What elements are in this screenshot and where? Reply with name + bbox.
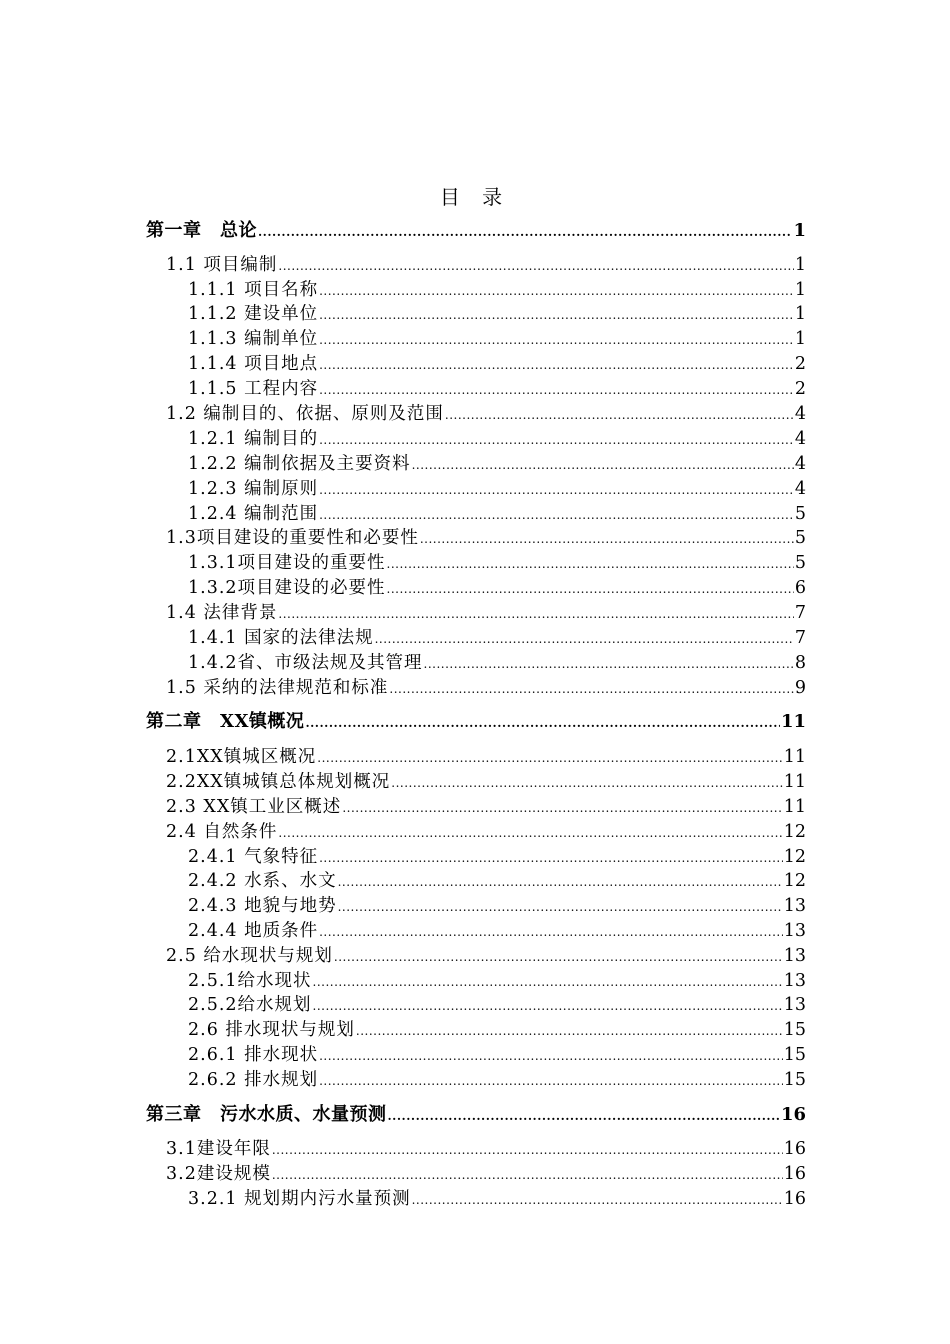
toc-page-number: 11 — [783, 747, 806, 767]
toc-leader-dots — [391, 771, 782, 795]
toc-page-number: 13 — [783, 896, 806, 916]
toc-leader-dots — [319, 1069, 783, 1093]
toc-leader-dots — [319, 378, 794, 402]
toc-entry-label: 1.2.3 编制原则 — [188, 479, 319, 499]
toc-page-number: 13 — [783, 995, 806, 1015]
toc-entry-label: 1.1.2 建设单位 — [188, 304, 319, 324]
toc-leader-dots — [387, 552, 794, 576]
toc-page-number: 15 — [783, 1020, 806, 1040]
toc-leader-dots — [272, 1163, 783, 1187]
toc-leader-dots — [313, 970, 783, 994]
toc-page-number: 13 — [783, 946, 806, 966]
toc-title: 目 录 — [439, 185, 511, 209]
toc-leader-dots — [278, 821, 782, 845]
toc-entry[interactable] — [166, 1162, 806, 1186]
toc-entry[interactable] — [188, 894, 806, 918]
toc-leader-dots — [334, 945, 783, 969]
toc-entry-label: 2.4.3 地貌与地势 — [188, 896, 337, 916]
toc-page-number: 7 — [794, 603, 806, 623]
toc-page-number: 2 — [794, 354, 806, 374]
toc-entry[interactable] — [166, 676, 806, 700]
toc-entry-label: 1.1.1 项目名称 — [188, 280, 319, 300]
toc-entry[interactable] — [188, 551, 806, 575]
toc-entry[interactable] — [188, 1187, 806, 1211]
toc-entry-label: 1.5 采纳的法律规范和标准 — [166, 678, 389, 698]
toc-page-number: 11 — [783, 772, 806, 792]
toc-entry[interactable] — [166, 820, 806, 844]
toc-entry-label: 2.4 自然条件 — [166, 822, 278, 842]
toc-entry[interactable] — [188, 502, 806, 526]
toc-entry[interactable] — [188, 477, 806, 501]
toc-page-number: 1 — [794, 255, 806, 275]
toc-entry-label: 第一章 总论 — [146, 220, 257, 241]
toc-leader-dots — [356, 1019, 783, 1043]
toc-entry-label: 1.1.5 工程内容 — [188, 379, 319, 399]
toc-leader-dots — [319, 920, 783, 944]
toc-entry[interactable] — [188, 845, 806, 869]
toc-entry[interactable] — [188, 1018, 806, 1042]
toc-leader-dots — [420, 527, 794, 551]
toc-entry-label: 第二章 XX镇概况 — [146, 711, 305, 732]
toc-entry-label: 第三章 污水水质、水量预测 — [146, 1104, 387, 1125]
toc-entry-label: 2.1XX镇城区概况 — [166, 747, 317, 767]
toc-entry-label: 1.3.2项目建设的必要性 — [188, 578, 386, 598]
toc-entry-label: 1.2.2 编制依据及主要资料 — [188, 454, 411, 474]
toc-entry[interactable] — [188, 993, 806, 1017]
toc-leader-dots — [319, 503, 794, 527]
toc-leader-dots — [319, 328, 794, 352]
toc-entry-label: 2.3 XX镇工业区概述 — [166, 797, 342, 817]
toc-entry-label: 1.1 项目编制 — [166, 255, 278, 275]
toc-leader-dots — [389, 677, 793, 701]
toc-entry-label: 1.1.3 编制单位 — [188, 329, 319, 349]
toc-leader-dots — [338, 895, 783, 919]
toc-entry[interactable] — [188, 919, 806, 943]
toc-entry-label: 2.5 给水现状与规划 — [166, 946, 333, 966]
toc-entry[interactable] — [166, 944, 806, 968]
toc-chapter-entry[interactable] — [146, 219, 806, 243]
toc-page-number: 11 — [780, 711, 806, 732]
toc-page-number: 12 — [783, 847, 806, 867]
toc-entry-label: 2.2XX镇城镇总体规划概况 — [166, 772, 391, 792]
toc-page-number: 11 — [783, 797, 806, 817]
toc-entry[interactable] — [188, 377, 806, 401]
toc-entry[interactable] — [188, 327, 806, 351]
toc-leader-dots — [278, 254, 793, 278]
toc-entry[interactable] — [188, 576, 806, 600]
toc-chapter-entry[interactable] — [146, 1103, 806, 1127]
toc-entry[interactable] — [188, 452, 806, 476]
toc-page-number: 16 — [783, 1139, 806, 1159]
toc-entry-label: 1.3项目建设的重要性和必要性 — [166, 528, 419, 548]
toc-entry-label: 1.1.4 项目地点 — [188, 354, 319, 374]
toc-leader-dots — [412, 453, 794, 477]
toc-entry-label: 2.6.1 排水现状 — [188, 1045, 319, 1065]
toc-leader-dots — [305, 711, 780, 735]
toc-leader-dots — [412, 1188, 783, 1212]
toc-leader-dots — [319, 279, 794, 303]
toc-entry-label: 1.3.1项目建设的重要性 — [188, 553, 386, 573]
toc-entry[interactable] — [166, 1137, 806, 1161]
toc-page-number: 4 — [794, 429, 806, 449]
toc-page-number: 1 — [794, 280, 806, 300]
toc-page-number: 4 — [794, 404, 806, 424]
toc-page-number: 16 — [780, 1104, 806, 1125]
toc-leader-dots — [424, 652, 794, 676]
toc-page-number: 1 — [794, 329, 806, 349]
toc-leader-dots — [258, 220, 792, 244]
toc-leader-dots — [445, 403, 794, 427]
toc-leader-dots — [342, 796, 782, 820]
toc-entry[interactable] — [188, 1043, 806, 1067]
toc-entry-label: 3.2建设规模 — [166, 1164, 271, 1184]
toc-leader-dots — [319, 1044, 783, 1068]
toc-entry-label: 2.4.1 气象特征 — [188, 847, 319, 867]
toc-page-number: 13 — [783, 971, 806, 991]
toc-page-number: 9 — [794, 678, 806, 698]
toc-entry[interactable] — [188, 869, 806, 893]
toc-entry[interactable] — [166, 770, 806, 794]
toc-leader-dots — [388, 1104, 780, 1128]
toc-page-number: 5 — [794, 528, 806, 548]
toc-entry-label: 2.6 排水现状与规划 — [188, 1020, 355, 1040]
toc-page-number: 5 — [794, 553, 806, 573]
toc-page-number: 15 — [783, 1045, 806, 1065]
toc-entry[interactable] — [188, 969, 806, 993]
toc-page-number: 8 — [794, 653, 806, 673]
toc-page-number: 12 — [783, 871, 806, 891]
toc-entry-label: 1.4.2省、市级法规及其管理 — [188, 653, 423, 673]
toc-page-number: 7 — [794, 628, 806, 648]
toc-page-number: 1 — [793, 220, 806, 241]
toc-entry[interactable] — [166, 253, 806, 277]
toc-page-number: 4 — [794, 454, 806, 474]
toc-entry-label: 2.4.4 地质条件 — [188, 921, 319, 941]
toc-leader-dots — [317, 746, 782, 770]
toc-entry-label: 1.2 编制目的、依据、原则及范围 — [166, 404, 444, 424]
toc-entry-label: 2.5.2给水规划 — [188, 995, 312, 1015]
toc-entry[interactable] — [166, 745, 806, 769]
toc-entry[interactable] — [166, 795, 806, 819]
toc-leader-dots — [387, 577, 794, 601]
toc-leader-dots — [272, 1138, 783, 1162]
toc-leader-dots — [319, 428, 794, 452]
toc-entry-label: 2.4.2 水系、水文 — [188, 871, 337, 891]
toc-entry[interactable] — [188, 427, 806, 451]
toc-page-number: 2 — [794, 379, 806, 399]
toc-page-number: 5 — [794, 504, 806, 524]
toc-entry[interactable] — [166, 526, 806, 550]
toc-entry-label: 1.2.1 编制目的 — [188, 429, 319, 449]
toc-entry[interactable] — [166, 601, 806, 625]
toc-entry-label: 2.5.1给水现状 — [188, 971, 312, 991]
toc-page-number: 4 — [794, 479, 806, 499]
toc-entry[interactable] — [188, 278, 806, 302]
toc-leader-dots — [319, 303, 794, 327]
toc-entry-label: 1.4 法律背景 — [166, 603, 278, 623]
toc-leader-dots — [278, 602, 793, 626]
toc-entry-label: 3.1建设年限 — [166, 1139, 271, 1159]
toc-entry-label: 1.2.4 编制范围 — [188, 504, 319, 524]
toc-leader-dots — [319, 478, 794, 502]
toc-page-number: 1 — [794, 304, 806, 324]
toc-entry[interactable] — [188, 302, 806, 326]
toc-entry[interactable] — [166, 402, 806, 426]
toc-page-number: 16 — [783, 1189, 806, 1209]
toc-chapter-entry[interactable] — [146, 710, 806, 734]
toc-entry[interactable] — [188, 1068, 806, 1092]
toc-page-number: 13 — [783, 921, 806, 941]
toc-leader-dots — [319, 846, 783, 870]
toc-page-number: 15 — [783, 1070, 806, 1090]
toc-page-number: 12 — [783, 822, 806, 842]
toc-leader-dots — [319, 353, 794, 377]
toc-entry-label: 3.2.1 规划期内污水量预测 — [188, 1189, 411, 1209]
toc-entry-label: 2.6.2 排水规划 — [188, 1070, 319, 1090]
toc-leader-dots — [313, 994, 783, 1018]
toc-leader-dots — [375, 627, 794, 651]
toc-page-number: 6 — [794, 578, 806, 598]
toc-entry[interactable] — [188, 626, 806, 650]
toc-entry-label: 1.4.1 国家的法律法规 — [188, 628, 374, 648]
toc-entry[interactable] — [188, 651, 806, 675]
toc-page-number: 16 — [783, 1164, 806, 1184]
toc-leader-dots — [338, 870, 783, 894]
toc-entry[interactable] — [188, 352, 806, 376]
